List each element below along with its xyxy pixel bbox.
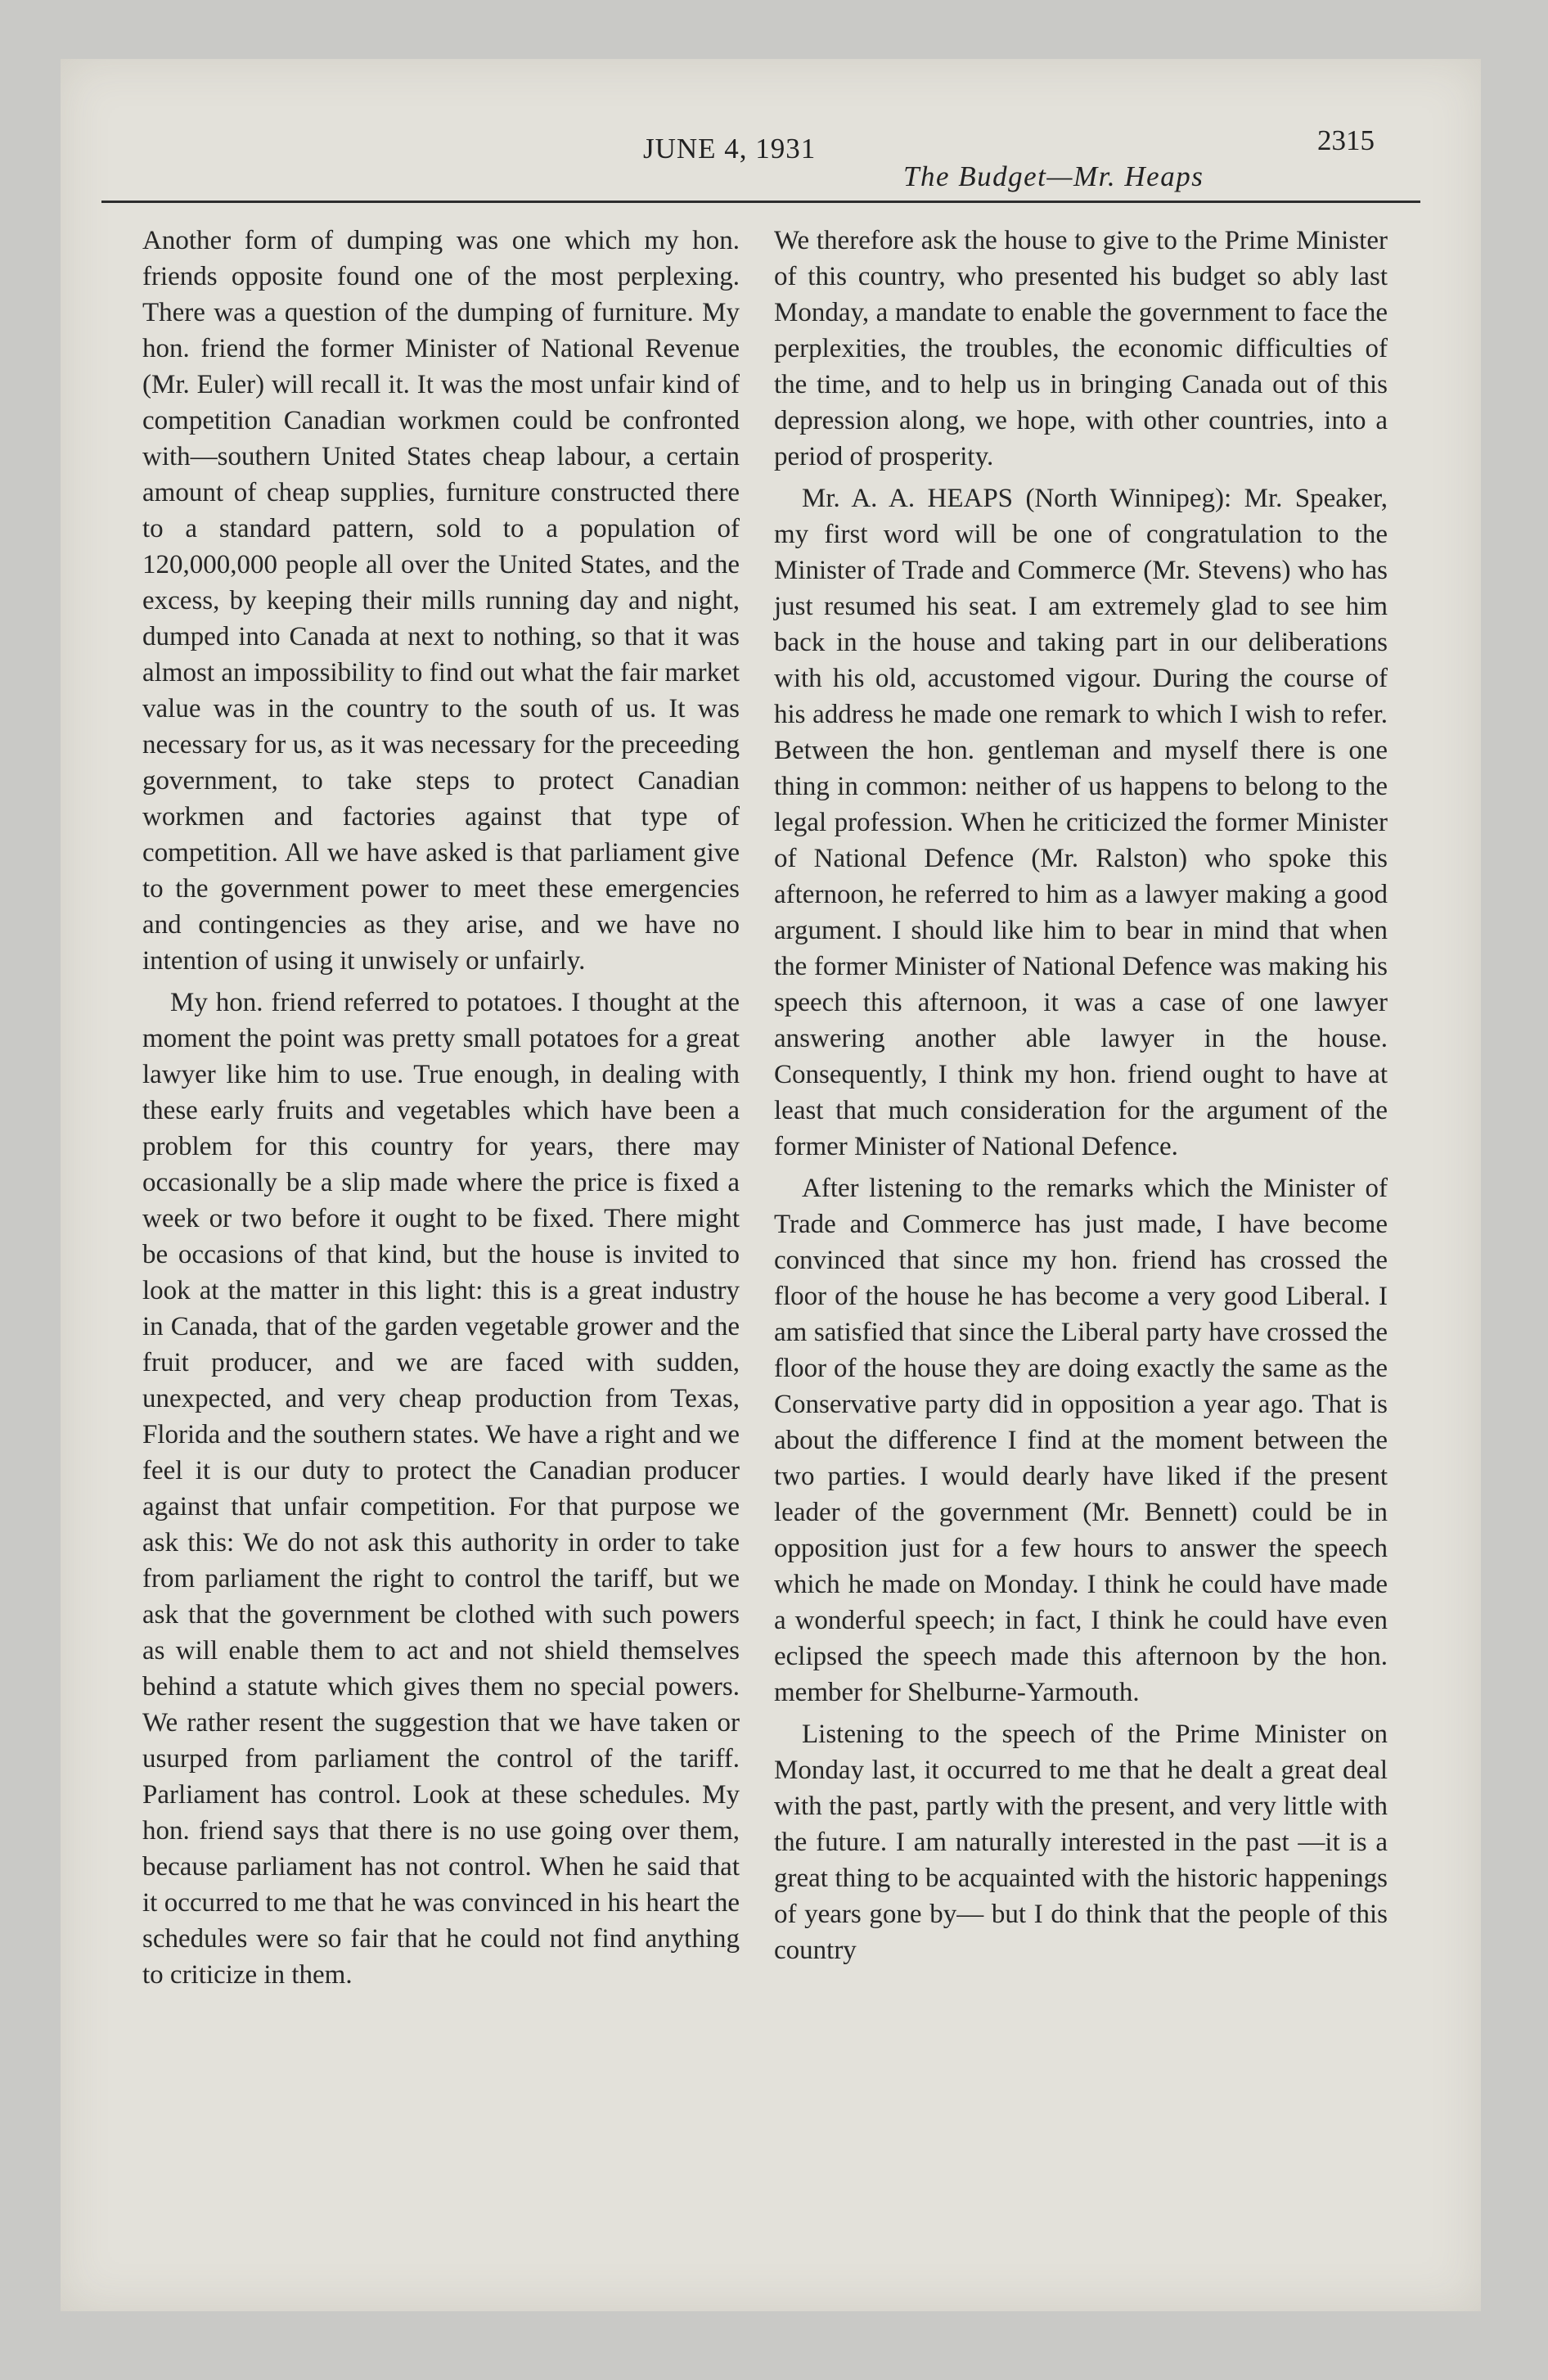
paragraph: Another form of dumping was one which my hon. friends opposite found one of the most perplexing. There was a question of the dumping of furniture. My hon. friend the former Minister of National Revenue (Mr. Euler) will recall it. It was the most unfair kind of competition Canadian workmen could be confronted with—southern United States cheap labour, a certain amount of cheap supplies, furniture constructed there to a standard pattern, sold to a population of 120,000,000 people all over the United States, and the excess, by keeping their mills running day and night, dumped into Canada at next to nothing, so that it was almost an impossibility to find out what the fair market value was in the country to the south of us. It was necessary for us, as it was necessary for the preceeding government, to take steps to protect Canadian workmen and factories against that type of competition. All we have asked is that parliament give to the government power to meet these emergencies and contingencies as they arise, and we have no intention of using it unwisely or unfairly. [142,226,740,976]
left-column [142,223,740,1999]
header-rule [101,201,1420,203]
paragraph: Mr. A. A. HEAPS (North Winnipeg): Mr. Speaker, my first word will be one of congratulation to the Minister of Trade and Commerce (Mr. Stevens) who has just resumed his seat. I am extremely glad to see him back in the house and taking part in our deliberations with his old, accustomed vigour. During the course of his address he made one remark to which I wish to refer. Between the hon. gentleman and myself there is one thing in common: neither of us happens to belong to the legal profession. When he criticized the former Minister of National Defence (Mr. Ralston) who spoke this afternoon, he referred to him as a lawyer making a good argument. I should like him to bear in mind that when the former Minister of National Defence was making his speech this afternoon, it was a case of one lawyer answering another able lawyer in the house. Consequently, I think my hon. friend ought to have at least that much consideration for the argument of the former Minister of National Defence. [774,484,1388,1161]
document-page [61,59,1481,2311]
paragraph: After listening to the remarks which the Minister of Trade and Commerce has just made, I have become convinced that since my hon. friend has crossed the floor of the house he has become a very good Liberal. I am satisfied that since the Liberal party have crossed the floor of the house they are doing exactly the same as the Conservative party did in opposition a year ago. That is about the difference I find at the moment between the two parties. I would dearly have liked if the present leader of the government (Mr. Bennett) could be in opposition just for a few hours to answer the speech which he made on Monday. I think he could have made a wonderful speech; in fact, I think he could have even eclipsed the speech made this afternoon by the hon. member for Shelburne-Yarmouth. [774,1174,1388,1707]
header-title: The Budget—Mr. Heaps [903,160,1204,192]
paragraph: We therefore ask the house to give to the Prime Minister of this country, who presented his budget so ably last Monday, a mandate to enable the government to face the perplexities, the troubles, the economic difficulties of the time, and to help us in bringing Canada out of this depression along, we hope, with other countries, into a period of prosperity. [774,226,1388,471]
header-date: JUNE 4, 1931 [643,133,817,165]
paragraph: My hon. friend referred to potatoes. I thought at the moment the point was pretty small potatoes for a great lawyer like him to use. True enough, in dealing with these early fruits and vegetables which have been a problem for this country for years, there may occasionally be a slip made where the price is fixed a week or two before it ought to be fixed. There might be occasions of that kind, but the house is invited to look at the matter in this light: this is a great industry in Canada, that of the garden vegetable grower and the fruit producer, and we are faced with sudden, unexpected, and very cheap production from Texas, Florida and the southern states. We have a right and we feel it is our duty to protect the Canadian producer against that unfair competition. For that purpose we ask this: We do not ask this authority in order to take from parliament the right to control the tariff, but we ask that the government be clothed with such powers as will enable them to act and not shield themselves behind a statute which gives them no special powers. We rather resent the suggestion that we have taken or usurped from parliament the control of the tariff. Parliament has control. Look at these schedules. My hon. friend says that there is no use going over them, because parliament has not control. When he said that it occurred to me that he was convinced in his heart the schedules were so fair that he could not find anything to criticize in them. [142,988,740,1990]
page-header [61,59,1481,206]
right-column [774,223,1388,1974]
paragraph: Listening to the speech of the Prime Minister on Monday last, it occurred to me that he dealt a great deal with the past, partly with the present, and very little with the future. I am naturally interested in the past —it is a great thing to be acquainted with the historic happenings of years gone by— but I do think that the people of this country [774,1720,1388,1965]
page-number: 2315 [1317,124,1375,156]
